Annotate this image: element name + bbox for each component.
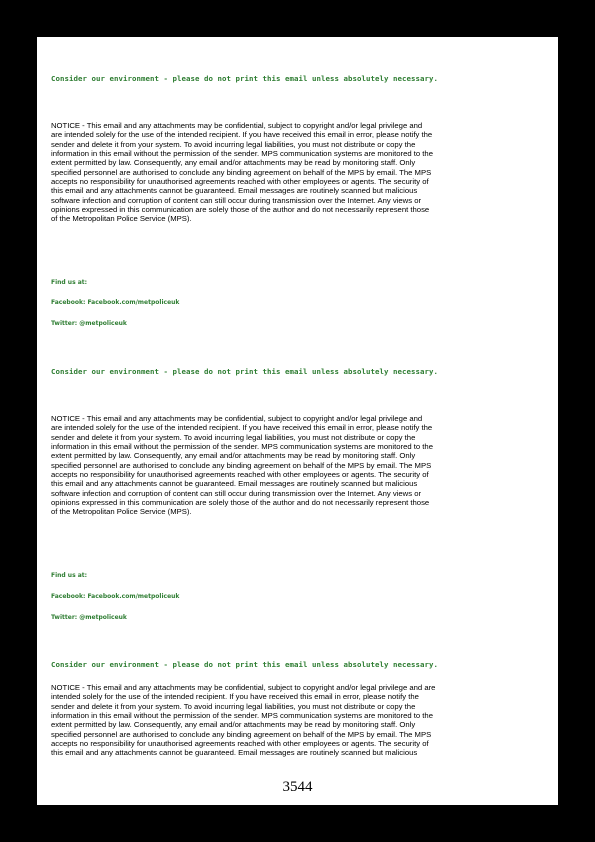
environment-notice: Consider our environment - please do not print this email unless absolutely necessary. [51,660,438,669]
environment-notice: Consider our environment - please do not print this email unless absolutely necessary. [51,367,438,376]
confidentiality-notice: NOTICE - This email and any attachments may be confidential, subject to copyright and/or legal privilege and are intended solely for the use of the intended recipient. If you have received this email in error, please notify the sender and delete it from your system. To avoid incurring legal liabilities, you must not distribute or copy the information in this email without the permission of the sender. MPS communication systems are monitored to the extent permitted by law. Consequently, any email and/or attachments may be read by monitoring staff. Only specified personnel are authorised to conclude any binding agreement on behalf of the MPS by email. The MPS accepts no responsibility for unauthorised agreements reached with other employees or agents. The security of this email and any attachments cannot be guaranteed. Email messages are routinely scanned but malicious software infection and corruption of content can still occur during transmission over the Internet. Any views or opinions expressed in this communication are solely those of the author and do not necessarily represent those of the Metropolitan Police Service (MPS). [51,414,433,517]
confidentiality-notice: NOTICE - This email and any attachments may be confidential, subject to copyright and/or legal privilege and are intended solely for the use of the intended recipient. If you have received this email in error, please notify the sender and delete it from your system. To avoid incurring legal liabilities, you must not distribute or copy the information in this email without the permission of the sender. MPS communication systems are monitored to the extent permitted by law. Consequently, any email and/or attachments may be read by monitoring staff. Only specified personnel are authorised to conclude any binding agreement on behalf of the MPS by email. The MPS accepts no responsibility for unauthorised agreements reached with other employees or agents. The security of this email and any attachments cannot be guaranteed. Email messages are routinely scanned but malicious [51,683,436,758]
facebook-link[interactable]: Facebook: Facebook.com/metpoliceuk [51,593,180,600]
find-us-label: Find us at: [51,572,88,579]
document-page [37,37,558,805]
find-us-label: Find us at: [51,279,88,286]
facebook-link[interactable]: Facebook: Facebook.com/metpoliceuk [51,299,180,306]
confidentiality-notice: NOTICE - This email and any attachments may be confidential, subject to copyright and/or legal privilege and are intended solely for the use of the intended recipient. If you have received this email in error, please notify the sender and delete it from your system. To avoid incurring legal liabilities, you must not distribute or copy the information in this email without the permission of the sender. MPS communication systems are monitored to the extent permitted by law. Consequently, any email and/or attachments may be read by monitoring staff. Only specified personnel are authorised to conclude any binding agreement on behalf of the MPS by email. The MPS accepts no responsibility for unauthorised agreements reached with other employees or agents. The security of this email and any attachments cannot be guaranteed. Email messages are routinely scanned but malicious software infection and corruption of content can still occur during transmission over the Internet. Any views or opinions expressed in this communication are solely those of the author and do not necessarily represent those of the Metropolitan Police Service (MPS). [51,121,433,224]
page-number: 3544 [282,779,313,795]
twitter-link[interactable]: Twitter: @metpoliceuk [51,614,127,621]
environment-notice: Consider our environment - please do not print this email unless absolutely necessary. [51,74,438,83]
twitter-link[interactable]: Twitter: @metpoliceuk [51,320,127,327]
